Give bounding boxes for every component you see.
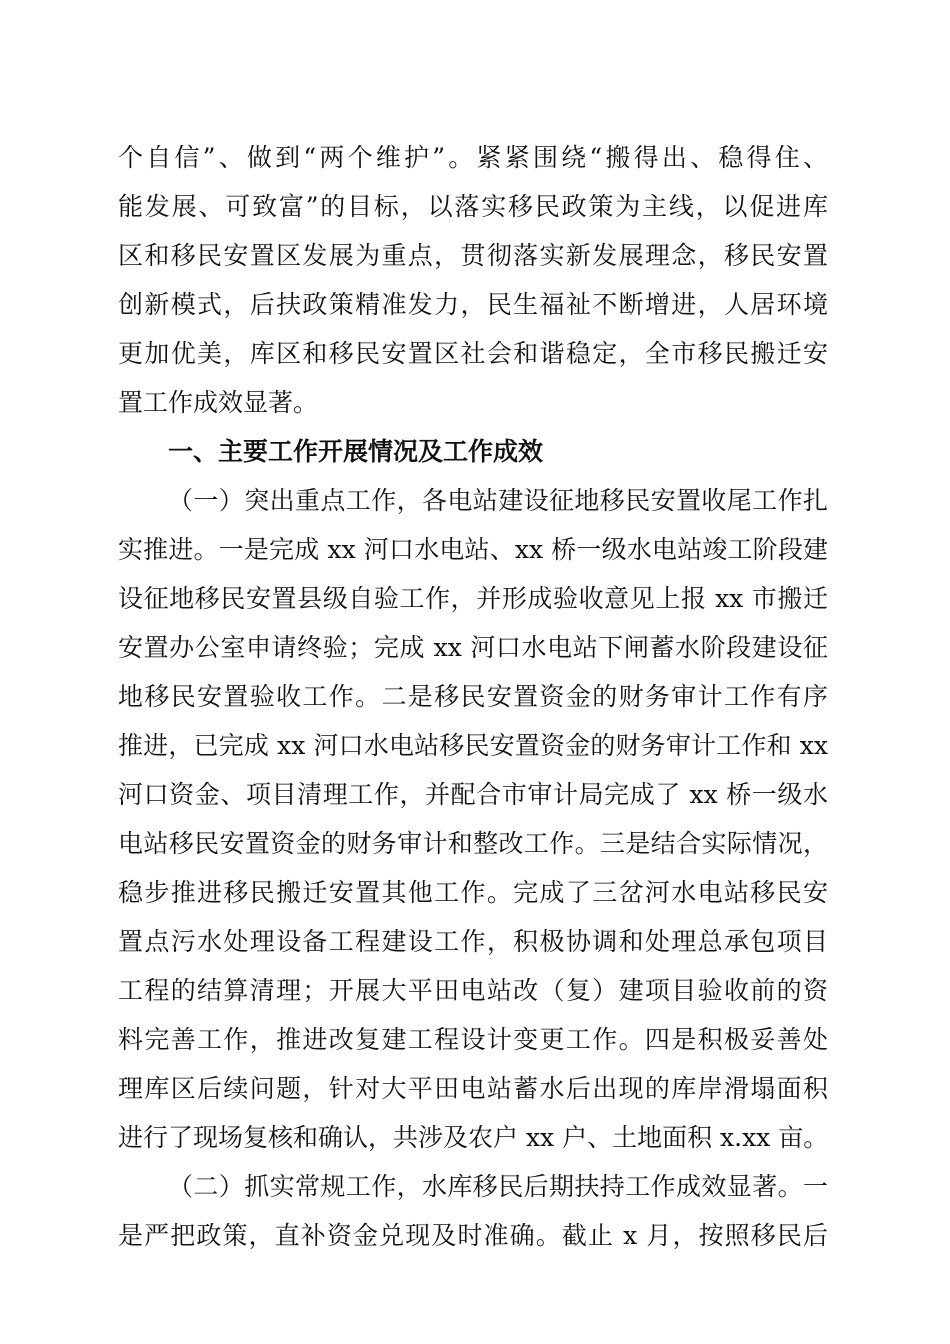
paragraph-line: 地移民安置验收工作。二是移民安置资金的财务审计工作有序 (118, 682, 828, 711)
paragraph-line: 个自信”、做到“两个维护”。紧紧围绕“搬得出、稳得住、 (118, 143, 828, 172)
paragraph-line: 置工作成效显著。 (118, 388, 319, 417)
paragraph-line: 是严把政策，直补资金兑现及时准确。截止 x 月，按照移民后 (118, 1221, 828, 1250)
paragraph-line: 工程的结算清理；开展大平田电站改（复）建项目验收前的资 (118, 976, 828, 1005)
paragraph-line: 稳步推进移民搬迁安置其他工作。完成了三岔河水电站移民安 (118, 878, 828, 907)
paragraph-line: 河口资金、项目清理工作，并配合市审计局完成了 xx 桥一级水 (118, 780, 828, 809)
paragraph-line: 创新模式，后扶政策精准发力，民生福祉不断增进，人居环境 (118, 290, 828, 319)
paragraph-line: 更加优美，库区和移民安置区社会和谐稳定，全市移民搬迁安 (118, 339, 828, 368)
paragraph-line: （二）抓实常规工作，水库移民后期扶持工作成效显著。一 (168, 1172, 828, 1201)
paragraph-line: 区和移民安置区发展为重点，贯彻落实新发展理念，移民安置 (118, 241, 828, 270)
paragraph-line: 进行了现场复核和确认，共涉及农户 xx 户、土地面积 x.xx 亩。 (118, 1123, 828, 1152)
paragraph-line: （一）突出重点工作，各电站建设征地移民安置收尾工作扎 (168, 486, 828, 515)
paragraph-line: 能发展、可致富”的目标，以落实移民政策为主线，以促进库 (118, 192, 828, 221)
paragraph-line: 理库区后续问题，针对大平田电站蓄水后出现的库岸滑塌面积 (118, 1074, 828, 1103)
paragraph-line: 推进，已完成 xx 河口水电站移民安置资金的财务审计工作和 xx (118, 731, 828, 760)
paragraph-line: 实推进。一是完成 xx 河口水电站、xx 桥一级水电站竣工阶段建 (118, 535, 828, 564)
paragraph-line: 置点污水处理设备工程建设工作，积极协调和处理总承包项目 (118, 927, 828, 956)
paragraph-line: 电站移民安置资金的财务审计和整改工作。三是结合实际情况， (118, 829, 828, 858)
section-heading: 一、主要工作开展情况及工作成效 (168, 437, 544, 466)
paragraph-line: 安置办公室申请终验；完成 xx 河口水电站下闸蓄水阶段建设征 (118, 633, 828, 662)
paragraph-line: 设征地移民安置县级自验工作，并形成验收意见上报 xx 市搬迁 (118, 584, 828, 613)
paragraph-line: 料完善工作，推进改复建工程设计变更工作。四是积极妥善处 (118, 1025, 828, 1054)
